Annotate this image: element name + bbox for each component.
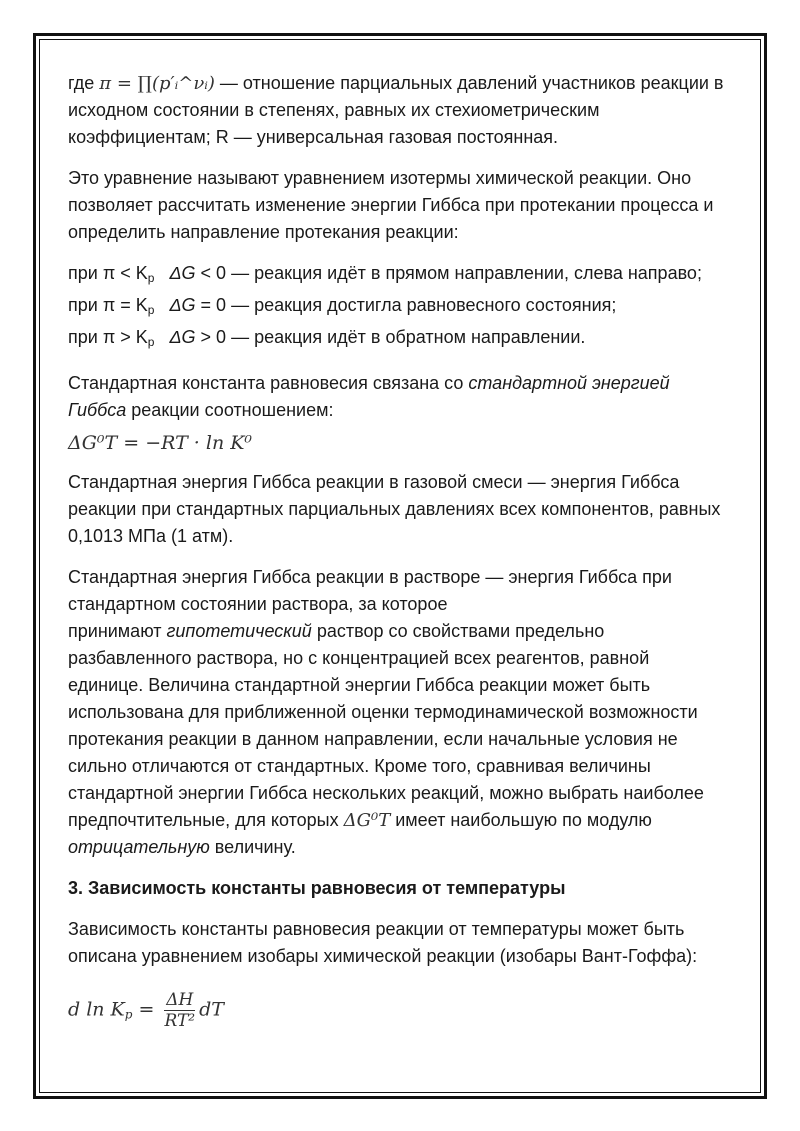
- paragraph-pi-definition: где π = ∏(p′ᵢ^νᵢ) — отношение парциальных давлений участников реакции в исходном состоянии в степенях, равных их стехиометрическим коэффициентам; R — универсальная газовая постоянная.: [68, 73, 724, 147]
- pi-formula: π = ∏(p′ᵢ^νᵢ): [99, 73, 215, 94]
- conditions-list: [68, 260, 728, 356]
- paragraph-isotherm: Это уравнение называют уравнением изотермы химической реакции. Оно позволяет рассчитать изменение энергии Гиббса при протекании процесса и определить направление протекания реакции:: [68, 168, 714, 242]
- condition-forward: при $\pi < K_p$ ΔG < 0 — реакция идёт в прямом направлении, слева направо;: [68, 263, 702, 285]
- condition-equilibrium: при $\pi = K_p$ ΔG = 0 — реакция достигла равновесного состояния;: [68, 295, 617, 317]
- paragraph-vant-hoff: Зависимость константы равновесия реакции от температуры может быть описана уравнением изобары химической реакции (изобары Вант-Гоффа):: [68, 919, 698, 966]
- section-heading: 3. Зависимость константы равновесия от температуры: [68, 878, 566, 898]
- inline-gibbs-formula: ΔG⁰T: [343, 810, 391, 831]
- document-body: [68, 70, 728, 1035]
- paragraph-solution: Стандартная энергия Гиббса реакции в растворе — энергия Гиббса при стандартном состоянии раствора, за которое принимают гипотетический раствор со свойствами предельно разбавленного раствора, но с концентрацией всех реагентов, равной единице. Величина стандартной энергии Гиббса реакции может быть использована для приближенной оценки термодинамической возможности протекания реакции в данном направлении, если начальные условия не сильно отличаются от стандартных. Кроме того, сравнивая величины стандартной энергии Гиббса нескольких реакций, можно выбрать наиболее предпочтительные, для которых ΔG⁰T имеет наибольшую по модулю отрицательную величину.: [68, 567, 704, 857]
- condition-reverse: при $\pi > K_p$ ΔG > 0 — реакция идёт в обратном направлении.: [68, 327, 586, 349]
- formula-gibbs-standard: ΔG⁰T = −RT · ln K⁰: [68, 432, 253, 454]
- paragraph-gas-mixture: Стандартная энергия Гиббса реакции в газовой смеси — энергия Гиббса реакции при стандартных парциальных давлениях всех компонентов, равных 0,1013 МПа (1 атм).: [68, 472, 721, 546]
- formula-vant-hoff: d $\ln K_p$ = $\frac{\Delta H}{\text{RT²}}$ dT: [68, 990, 224, 1031]
- paragraph-standard-constant: Стандартная константа равновесия связана со стандартной энергией Гиббса реакции соотношением:: [68, 373, 670, 420]
